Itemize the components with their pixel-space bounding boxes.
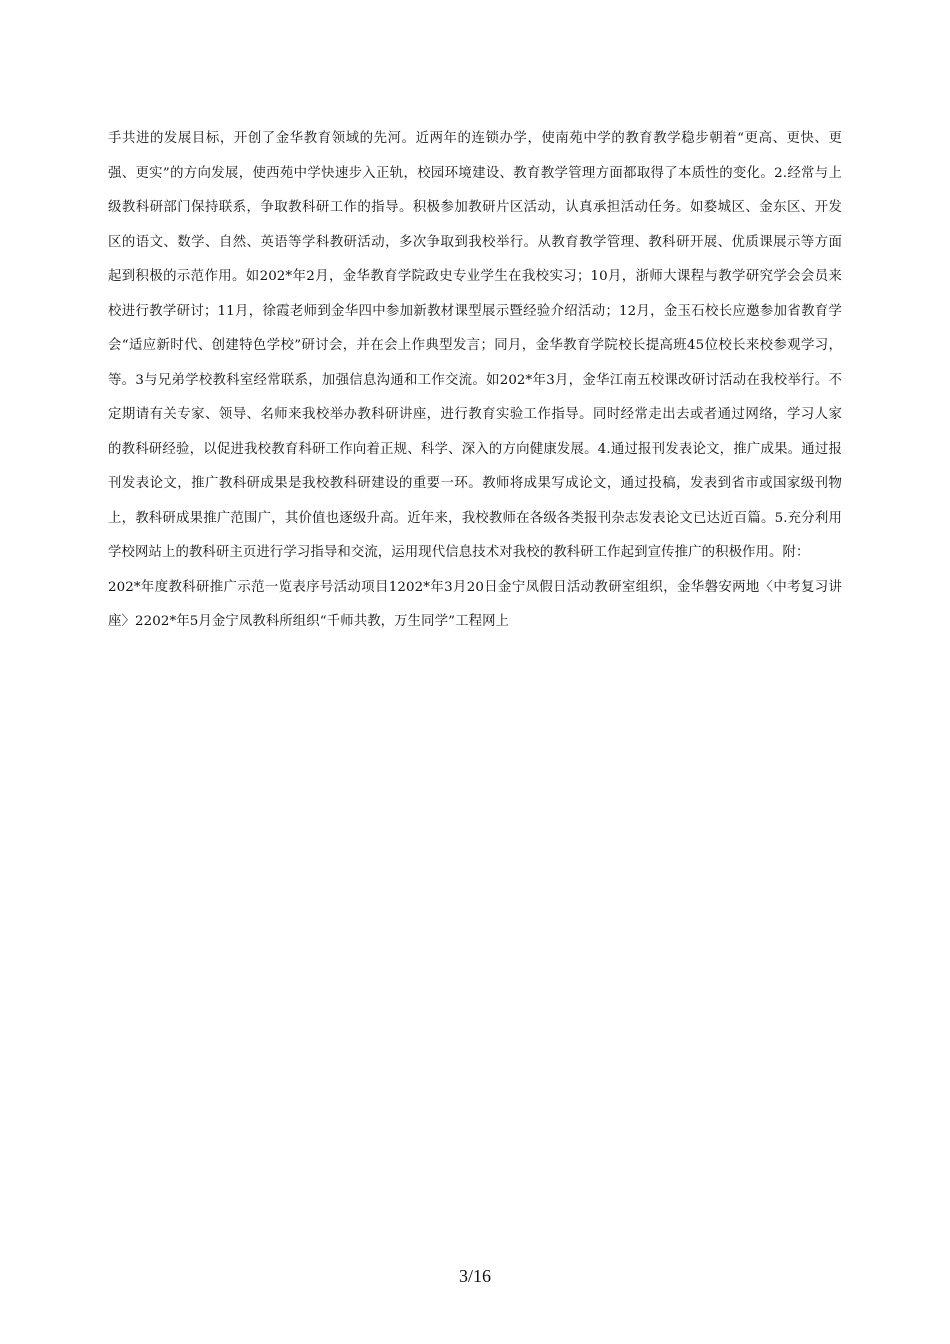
text-line-1: 手共进的发展目标，开创了金华教育领域的先河。近两年的连锁办学，使南苑中学的教育教学稳步朝着“更高、更快、更 — [108, 131, 842, 146]
text-line-7: 会“适应新时代、创建特色学校”研讨会，并在会上作典型发言；同月，金华教育学院校长提高班45位校长来校参观学习， — [108, 338, 842, 353]
text-line-12: 上，教科研成果推广范围广，其价值也逐级升高。近年来，我校教师在各级各类报刊杂志发表论文已达近百篇。5.充分利用 — [108, 510, 842, 526]
text-line-8: 等。3与兄弟学校教科室经常联系，加强信息沟通和工作交流。如202*年3月，金华江南五校课改研讨活动在我校举行。不 — [108, 372, 842, 388]
text-line-2: 强、更实”的方向发展，使西苑中学快速步入正轨，校园环境建设、教育教学管理方面都取得了本质性的变化。2.经常与上 — [108, 165, 842, 181]
page-number: 3/16 — [458, 1266, 491, 1286]
text-line-10: 的教科研经验，以促进我校教育科研工作向着正规、科学、深入的方向健康发展。4.通过报刊发表论文，推广成果。通过报 — [108, 441, 842, 457]
document-body — [108, 122, 842, 640]
text-line-5: 起到积极的示范作用。如202*年2月，金华教育学院政史专业学生在我校实习；10月，浙师大课程与教学研究学会会员来 — [108, 269, 842, 284]
text-line-4: 区的语文、数学、自然、英语等学科教研活动，多次争取到我校举行。从教育教学管理、教科研开展、优质课展示等方面 — [108, 234, 842, 250]
text-line-3: 级教科研部门保持联系，争取教科研工作的指导。积极参加教研片区活动，认真承担活动任务。如婺城区、金东区、开发 — [108, 200, 842, 215]
text-line-9: 定期请有关专家、领导、名师来我校举办教科研讲座，进行教育实验工作指导。同时经常走出去或者通过网络，学习人家 — [108, 407, 842, 422]
text-line-6: 校进行教学研讨；11月，徐霞老师到金华四中参加新教材课型展示暨经验介绍活动；12月，金玉石校长应邀参加省教育学 — [108, 303, 842, 319]
text-line-14: 202*年度教科研推广示范一览表序号活动项目1202*年3月20日金宁凤假日活动教研室组织，金华磐安两地〈中考复习讲 — [108, 579, 842, 595]
text-line-13: 学校网站上的教科研主页进行学习指导和交流，运用现代信息技术对我校的教科研工作起到宣传推广的积极作用。附： — [108, 545, 810, 560]
text-line-15: 座〉2202*年5月金宁凤教科所组织“千师共教，万生同学”工程网上 — [108, 614, 510, 629]
text-line-11: 刊发表论文，推广教科研成果是我校教科研建设的重要一环。教师将成果写成论文，通过投稿，发表到省市或国家级刊物 — [108, 476, 842, 491]
